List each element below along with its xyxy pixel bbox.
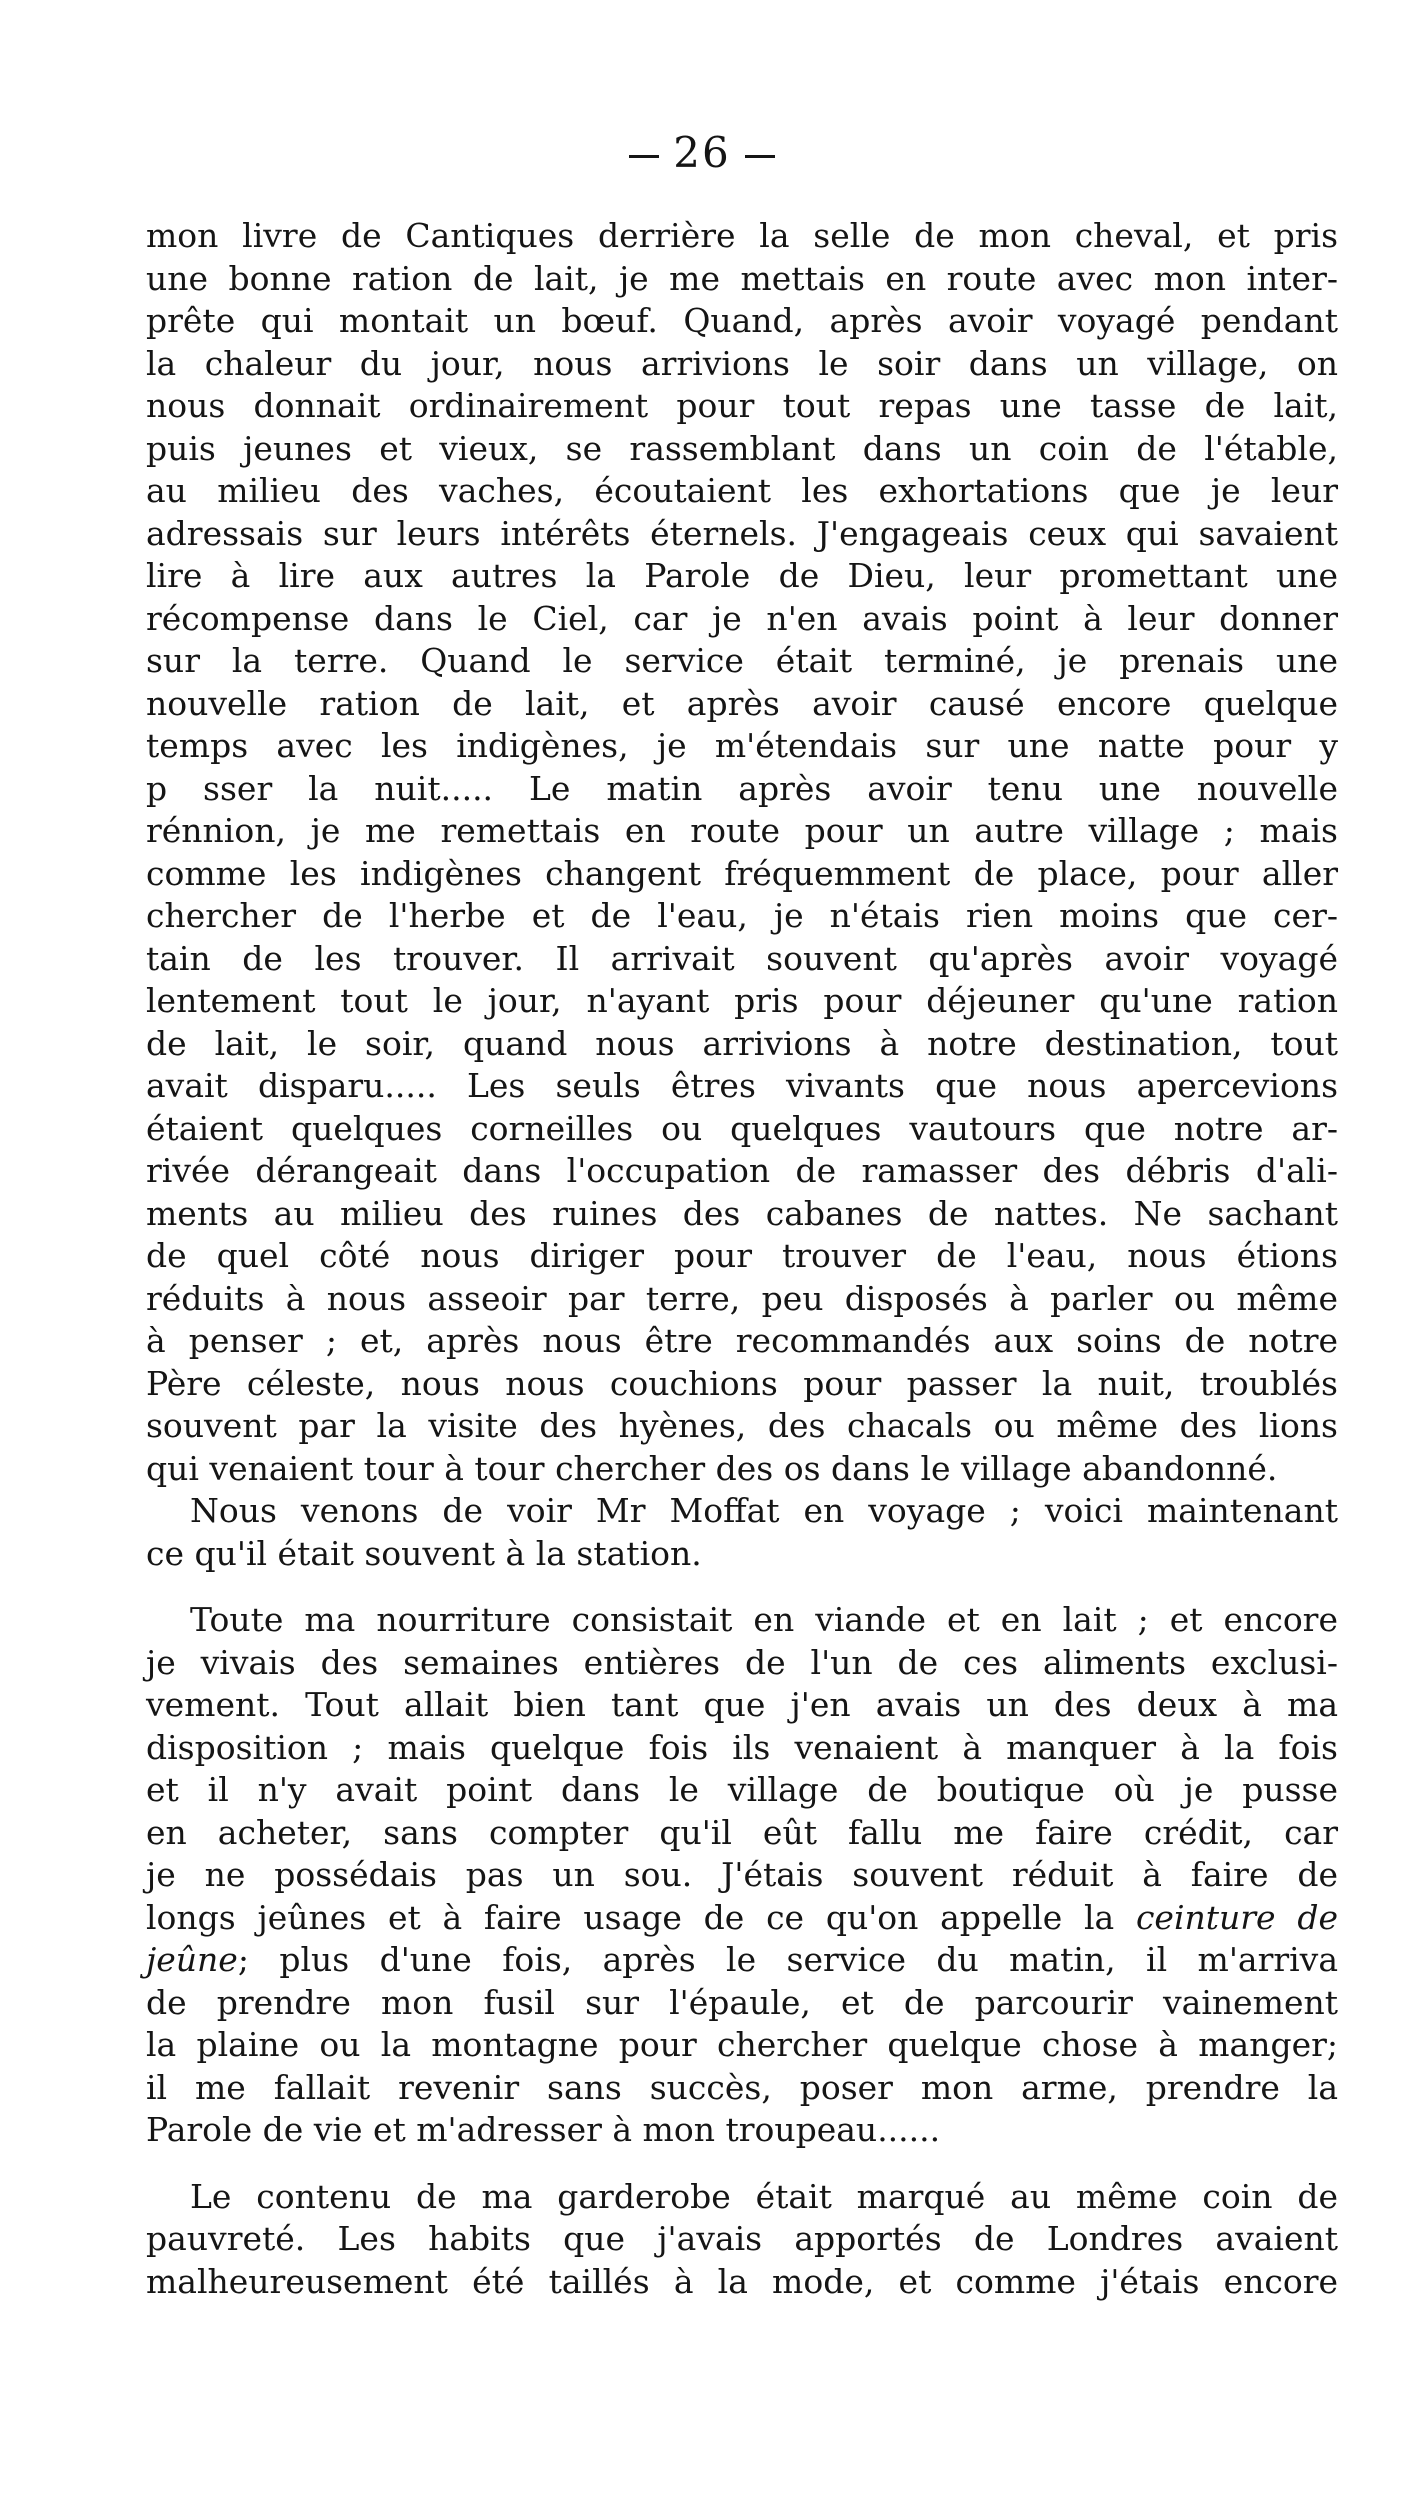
text-line: mon livre de Cantiques derrière la selle de mon cheval, et pris [146, 216, 1338, 255]
text-line: de prendre mon fusil sur l'épaule, et de parcourir vainement [146, 1982, 1338, 2022]
text-line: adressais sur leurs intérêts éternels. J'engageais ceux qui savaient [146, 513, 1338, 553]
text-line: disposition ; mais quelque fois ils venaient à manquer à la fois [146, 1727, 1338, 1767]
text-line: lentement tout le jour, n'ayant pris pour déjeuner qu'une ration [146, 981, 1338, 1020]
text-line: pauvreté. Les habits que j'avais apportés de Londres avaient [146, 2219, 1338, 2258]
text-line: sur la terre. Quand le service était terminé, je prenais une [146, 641, 1338, 680]
text-line: une bonne ration de lait, je me mettais en route avec mon inter- [146, 258, 1338, 298]
text-line: il me fallait revenir sans succès, poser mon arme, prendre la [146, 2067, 1338, 2107]
text-line: en acheter, sans compter qu'il eût fallu me faire crédit, car [146, 1812, 1338, 1852]
paragraph-first-line: Le contenu de ma garderobe était marqué au même coin de [190, 2176, 1338, 2216]
text-segment: ; plus d'une fois, après le service du matin, il m'arriva [237, 1940, 1338, 1979]
page-number-header [0, 128, 1404, 178]
text-line: la chaleur du jour, nous arrivions le soir dans un village, on [146, 343, 1338, 383]
text-line: tain de les trouver. Il arrivait souvent qu'après avoir voyagé [146, 938, 1338, 978]
text-line: rénnion, je me remettais en route pour un autre village ; mais [146, 811, 1338, 850]
text-line: malheureusement été taillés à la mode, et comme j'étais encore [146, 2261, 1338, 2301]
text-line: étaient quelques corneilles ou quelques vautours que notre ar- [146, 1108, 1338, 1148]
text-segment: longs jeûnes et à faire usage de ce qu'on appelle la [146, 1897, 1115, 1937]
text-line-with-italic [146, 1897, 1338, 1940]
text-line: avait disparu..... Les seuls êtres vivants que nous apercevions [146, 1066, 1338, 1105]
text-line: de quel côté nous diriger pour trouver de l'eau, nous étions [146, 1236, 1338, 1275]
text-line: puis jeunes et vieux, se rassemblant dans un coin de l'étable, [146, 428, 1338, 468]
text-line: Père céleste, nous nous couchions pour passer la nuit, troublés [146, 1363, 1338, 1403]
paragraph-gap [146, 1575, 1338, 1599]
text-line: vement. Tout allait bien tant que j'en avais un des deux à ma [146, 1685, 1338, 1724]
text-line: souvent par la visite des hyènes, des chacals ou même des lions [146, 1406, 1338, 1445]
text-line: je vivais des semaines entières de l'un de ces aliments exclusi- [146, 1642, 1338, 1682]
text-line: temps avec les indigènes, je m'étendais sur une natte pour y [146, 726, 1338, 765]
body-text [146, 215, 1338, 2303]
text-line: Parole de vie et m'adresser à mon troupeau...... [146, 2110, 941, 2149]
paragraph-gap [146, 2152, 1338, 2176]
page-number: 26 [673, 128, 731, 177]
text-line: qui venaient tour à tour chercher des os dans le village abandonné. [146, 1448, 1278, 1488]
text-line: et il n'y avait point dans le village de boutique où je pusse [146, 1770, 1338, 1809]
text-line: nouvelle ration de lait, et après avoir causé encore quelque [146, 683, 1338, 723]
left-dash [629, 155, 659, 158]
text-line: ce qu'il était souvent à la station. [146, 1533, 702, 1573]
text-line: de lait, le soir, quand nous arrivions à notre destination, tout [146, 1023, 1338, 1063]
text-line: je ne possédais pas un sou. J'étais souvent réduit à faire de [146, 1855, 1338, 1894]
text-line: au milieu des vaches, écoutaient les exhortations que je leur [146, 471, 1338, 510]
text-line: rivée dérangeait dans l'occupation de ramasser des débris d'ali- [146, 1151, 1338, 1190]
italic-phrase: jeûne [146, 1940, 238, 1979]
paragraph-first-line: Toute ma nourriture consistait en viande et en lait ; et encore [190, 1600, 1338, 1639]
text-line: prête qui montait un bœuf. Quand, après avoir voyagé pendant [146, 301, 1338, 340]
text-line: ments au milieu des ruines des cabanes de nattes. Ne sachant [146, 1193, 1338, 1233]
text-line: réduits à nous asseoir par terre, peu disposés à parler ou même [146, 1278, 1338, 1318]
text-line: comme les indigènes changent fréquemment de place, pour aller [146, 853, 1338, 893]
paragraph-first-line: Nous venons de voir Mr Moffat en voyage ; voici maintenant [190, 1491, 1338, 1530]
text-line: nous donnait ordinairement pour tout repas une tasse de lait, [146, 386, 1338, 425]
text-line: lire à lire aux autres la Parole de Dieu, leur promettant une [146, 556, 1338, 595]
text-line: à penser ; et, après nous être recommandés aux soins de notre [146, 1321, 1338, 1360]
text-line-with-italic [146, 1939, 1338, 1982]
text-line: récompense dans le Ciel, car je n'en avais point à leur donner [146, 598, 1338, 638]
text-line: la plaine ou la montagne pour chercher quelque chose à manger; [146, 2025, 1338, 2064]
right-dash [745, 155, 775, 158]
text-line: chercher de l'herbe et de l'eau, je n'étais rien moins que cer- [146, 896, 1338, 935]
text-line: p sser la nuit..... Le matin après avoir tenu une nouvelle [146, 768, 1338, 808]
italic-phrase: ceinture de [1135, 1897, 1338, 1937]
